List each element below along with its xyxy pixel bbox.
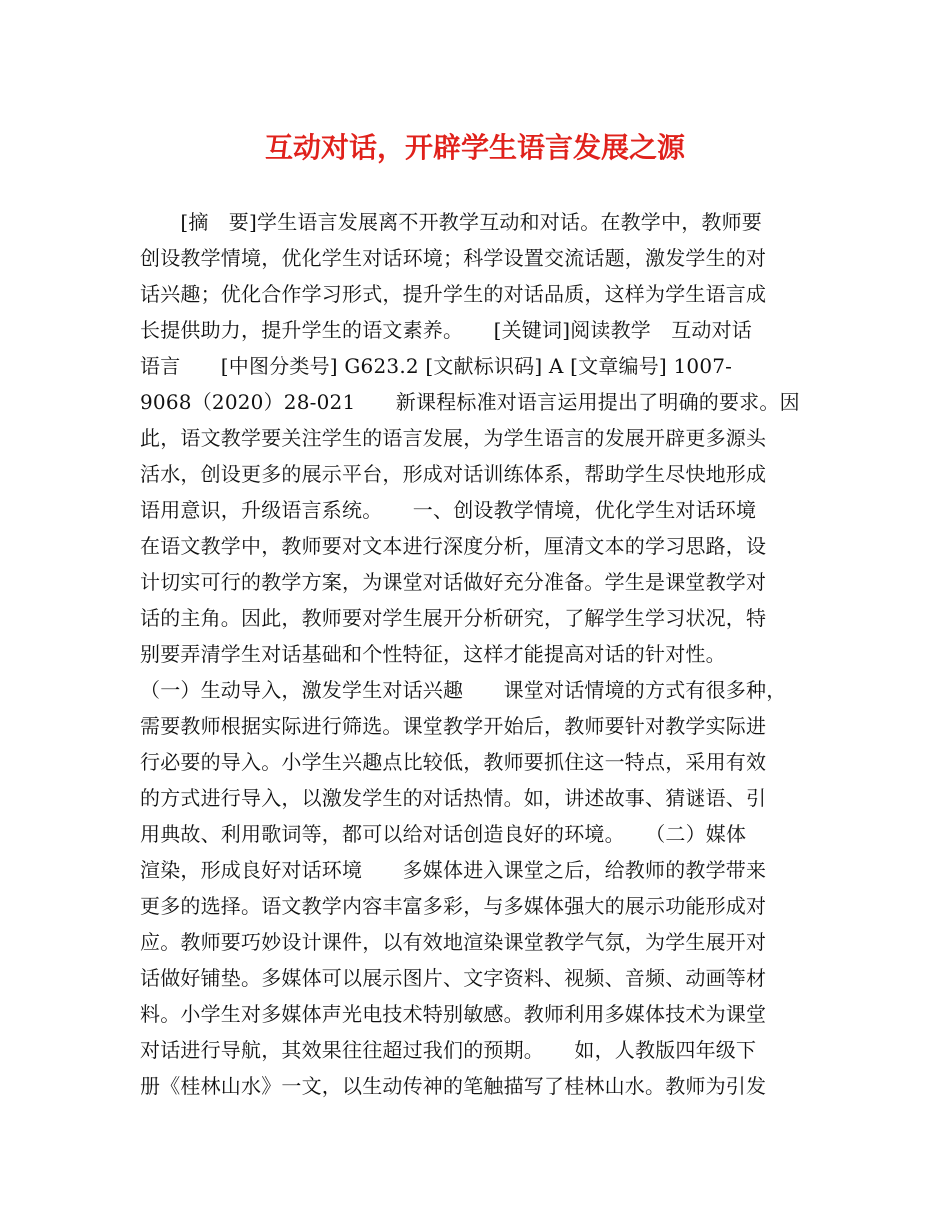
body-line: 活水，创设更多的展示平台，形成对话训练体系，帮助学生尽快地形成	[140, 462, 767, 486]
body-line: 应。教师要巧妙设计课件，以有效地渲染课堂教学气氛，为学生展开对	[140, 930, 767, 954]
body-line: 话兴趣；优化合作学习形式，提升学生的对话品质，这样为学生语言成	[140, 282, 767, 306]
body-line: （一）生动导入，激发学生对话兴趣 课堂对话情境的方式有很多种，	[140, 678, 787, 702]
body-line: 行必要的导入。小学生兴趣点比较低，教师要抓住这一特点，采用有效	[140, 750, 767, 774]
body-line: 的方式进行导入，以激发学生的对话热情。如，讲述故事、猜谜语、引	[140, 786, 767, 810]
body-line: 长提供助力，提升学生的语文素养。 [关键词]阅读教学 互动对话	[140, 318, 753, 342]
page-title: 互动对话，开辟学生语言发展之源	[264, 131, 685, 164]
body-line: 9068（2020）28-021 新课程标准对语言运用提出了明确的要求。因	[140, 390, 800, 414]
article-body	[140, 204, 816, 1104]
body-line: 语言 [中图分类号] G623.2 [文献标识码] A [文章编号] 1007-	[140, 354, 733, 378]
body-line: 需要教师根据实际进行筛选。课堂教学开始后，教师要针对教学实际进	[140, 714, 767, 738]
body-line: [摘 要]学生语言发展离不开教学互动和对话。在教学中，教师要	[140, 210, 763, 234]
body-line: 此，语文教学要关注学生的语言发展，为学生语言的发展开辟更多源头	[140, 426, 767, 450]
body-line: 语用意识，升级语言系统。 一、创设教学情境，优化学生对话环境	[140, 498, 757, 522]
body-line: 在语文教学中，教师要对文本进行深度分析，厘清文本的学习思路，设	[140, 534, 767, 558]
body-line: 册《桂林山水》一文，以生动传神的笔触描写了桂林山水。教师为引发	[140, 1074, 767, 1098]
body-line: 料。小学生对多媒体声光电技术特别敏感。教师利用多媒体技术为课堂	[140, 1002, 767, 1026]
body-line: 话做好铺垫。多媒体可以展示图片、文字资料、视频、音频、动画等材	[140, 966, 767, 990]
body-line: 用典故、利用歌词等，都可以给对话创造良好的环境。 （二）媒体	[140, 822, 747, 846]
body-line: 计切实可行的教学方案，为课堂对话做好充分准备。学生是课堂教学对	[140, 570, 767, 594]
body-line: 创设教学情境，优化学生对话环境；科学设置交流话题，激发学生的对	[140, 246, 767, 270]
body-line: 渲染，形成良好对话环境 多媒体进入课堂之后，给教师的教学带来	[140, 858, 767, 882]
body-line: 话的主角。因此，教师要对学生展开分析研究，了解学生学习状况，特	[140, 606, 767, 630]
body-line: 对话进行导航，其效果往往超过我们的预期。 如，人教版四年级下	[140, 1038, 757, 1062]
body-line: 别要弄清学生对话基础和个性特征，这样才能提高对话的针对性。	[140, 642, 726, 666]
body-line: 更多的选择。语文教学内容丰富多彩，与多媒体强大的展示功能形成对	[140, 894, 767, 918]
